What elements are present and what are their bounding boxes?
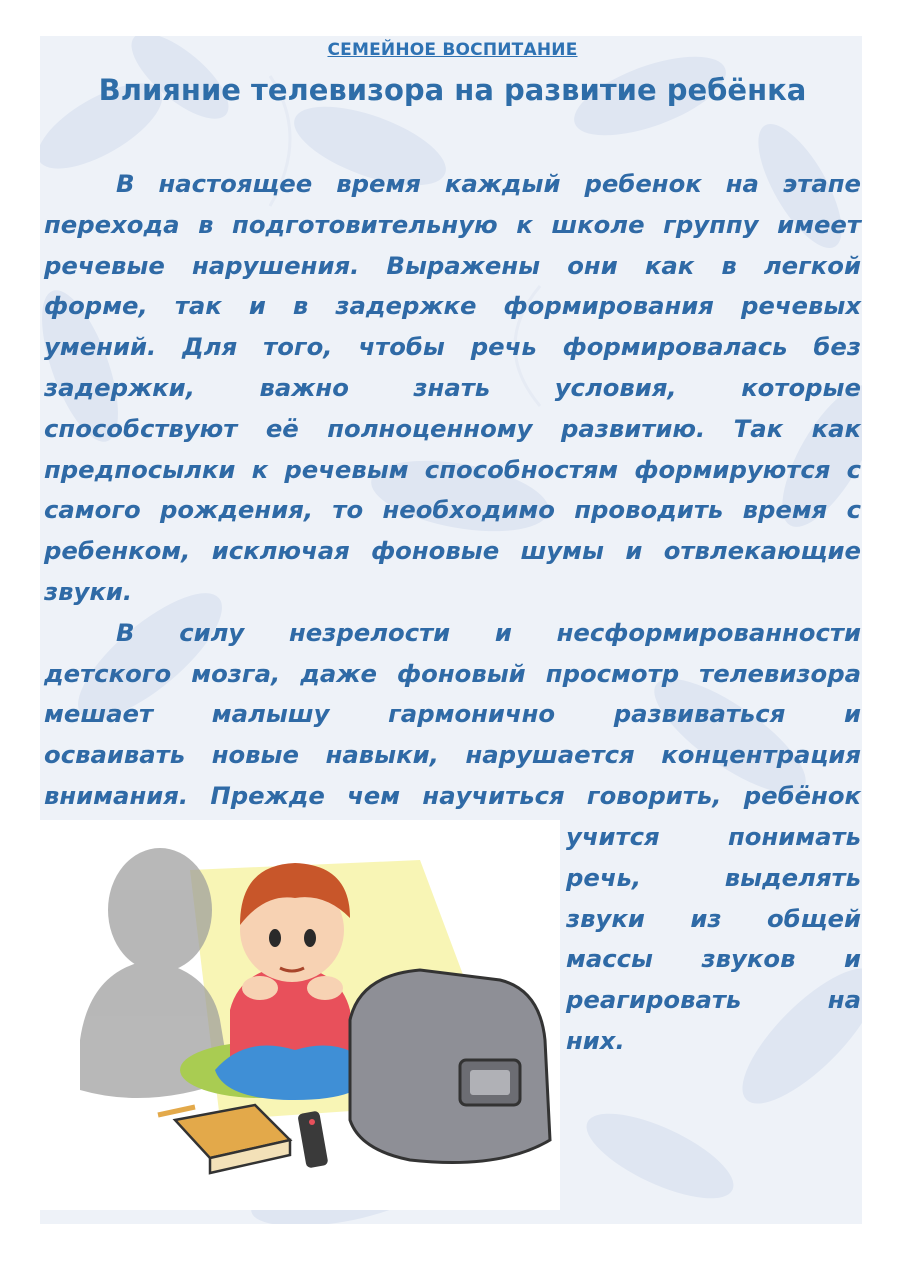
tv-icon	[350, 970, 550, 1163]
text-line: учится понимать	[566, 822, 861, 851]
text-line: ребенком, исключая фоновые шумы и отвлекающие	[44, 536, 861, 566]
text-line: перехода в подготовительную к школе группу имеет	[44, 209, 861, 239]
article-side-text	[566, 817, 861, 1062]
text-line: форме, так и в задержке формирования речевых	[44, 291, 861, 321]
text-line: них.	[566, 1025, 625, 1055]
text-line: способствуют её полноценному развитию. Так как	[44, 413, 861, 443]
text-line: звуки.	[44, 576, 133, 606]
page-title: Влияние телевизора на развитие ребёнка	[98, 73, 807, 107]
text-line: мешает малышу гармонично развиваться и	[44, 699, 861, 729]
text-line: массы звуков и	[566, 944, 861, 974]
text-line: детского мозга, даже фоновый просмотр телевизора	[44, 658, 861, 688]
text-line: предпосылки к речевым способностям формируются с	[44, 454, 861, 484]
child-watching-tv-illustration	[40, 820, 560, 1210]
text-line: осваивать новые навыки, нарушается концентрация	[44, 740, 861, 770]
text-line: реагировать на	[566, 985, 861, 1015]
text-line: самого рождения, то необходимо проводить время с	[44, 495, 861, 525]
rubric-label: СЕМЕЙНОЕ ВОСПИТАНИЕ	[327, 40, 578, 60]
text-line: внимания. Прежде чем научиться говорить, ребёнок	[44, 780, 861, 810]
text-line: речь, выделять	[566, 862, 861, 892]
text-line: задержки, важно знать условия, которые	[44, 372, 861, 402]
text-line: речевые нарушения. Выражены они как в легкой	[44, 250, 861, 280]
article-body	[44, 164, 861, 817]
text-line: В настоящее время каждый ребенок на этапе	[116, 169, 861, 198]
text-line: звуки из общей	[566, 903, 861, 933]
text-line: В силу незрелости и несформированности	[116, 617, 861, 647]
text-line: умений. Для того, чтобы речь формировалась без	[44, 332, 861, 362]
